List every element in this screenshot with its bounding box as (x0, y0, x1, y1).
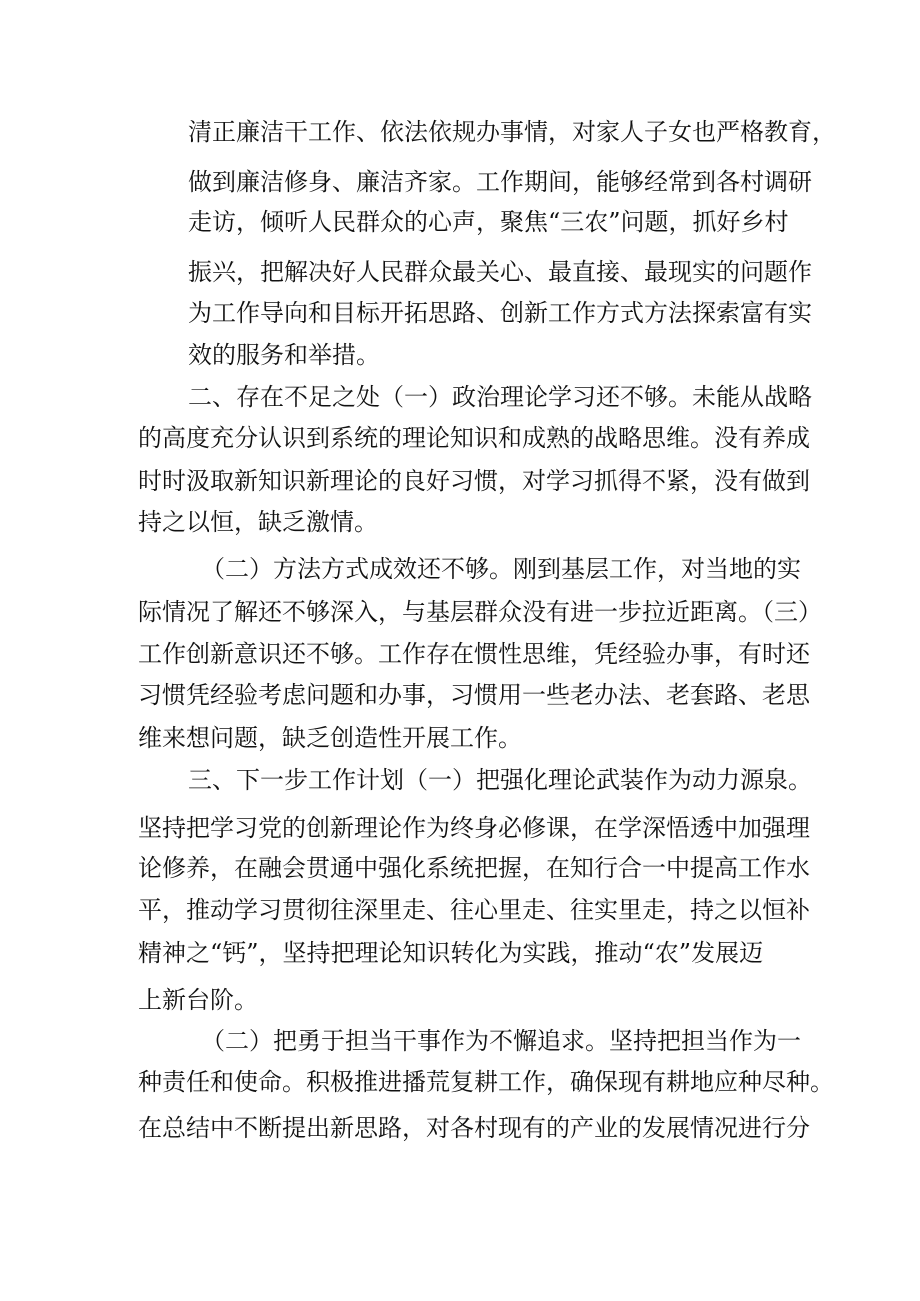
text-line: 际情况了解还不够深入，与基层群众没有进一步拉近距离。（三） (138, 598, 822, 626)
text-line: （二）把勇于担当干事作为不懈追求。坚持把担当作为一 (201, 1027, 801, 1055)
text-line: 论修养，在融会贯通中强化系统把握，在知行合一中提高工作水 (138, 854, 810, 882)
text-line: 三、下一步工作计划（一）把强化理论武装作为动力源泉。 (188, 766, 812, 794)
text-line: 走访，倾听人民群众的心声，聚焦“三农”问题，抓好乡村 (188, 208, 789, 236)
text-line: 清正廉洁干工作、依法依规办事情，对家人子女也严格教育， (188, 118, 836, 146)
text-line: 效的服务和举措。 (188, 341, 380, 369)
text-line: 种责任和使命。积极推进播荒复耕工作，确保现有耕地应种尽种。 (138, 1068, 834, 1096)
text-line: （二）方法方式成效还不够。刚到基层工作，对当地的实 (201, 555, 801, 583)
text-line: 时时汲取新知识新理论的良好习惯，对学习抓得不紧，没有做到 (138, 467, 810, 495)
text-line: 习惯凭经验考虑问题和办事，习惯用一些老办法、老套路、老思 (138, 681, 810, 709)
text-line: 为工作导向和目标开拓思路、创新工作方式方法探索富有实 (188, 299, 812, 327)
text-line: 的高度充分认识到系统的理论知识和成熟的战略思维。没有养成 (138, 424, 810, 452)
text-line: 精神之“钙”，坚持把理论知识转化为实践，推动“农”发展迈 (138, 939, 764, 967)
text-line: 振兴，把解决好人民群众最关心、最直接、最现实的问题作 (188, 258, 812, 286)
text-line: 在总结中不断提出新思路，对各村现有的产业的发展情况进行分 (138, 1114, 810, 1142)
text-line: 平，推动学习贯彻往深里走、往心里走、往实里走，持之以恒补 (138, 896, 810, 924)
text-line: 持之以恒，缺乏激情。 (138, 508, 378, 536)
text-line: 维来想问题，缺乏创造性开展工作。 (138, 724, 522, 752)
text-line: 坚持把学习党的创新理论作为终身必修课，在学深悟透中加强理 (138, 814, 810, 842)
text-line: 二、存在不足之处（一）政治理论学习还不够。未能从战略 (188, 383, 812, 411)
text-line: 上新台阶。 (138, 986, 258, 1014)
text-line: 做到廉洁修身、廉洁齐家。工作期间，能够经常到各村调研 (188, 168, 812, 196)
text-line: 工作创新意识还不够。工作存在惯性思维，凭经验办事，有时还 (138, 640, 810, 668)
